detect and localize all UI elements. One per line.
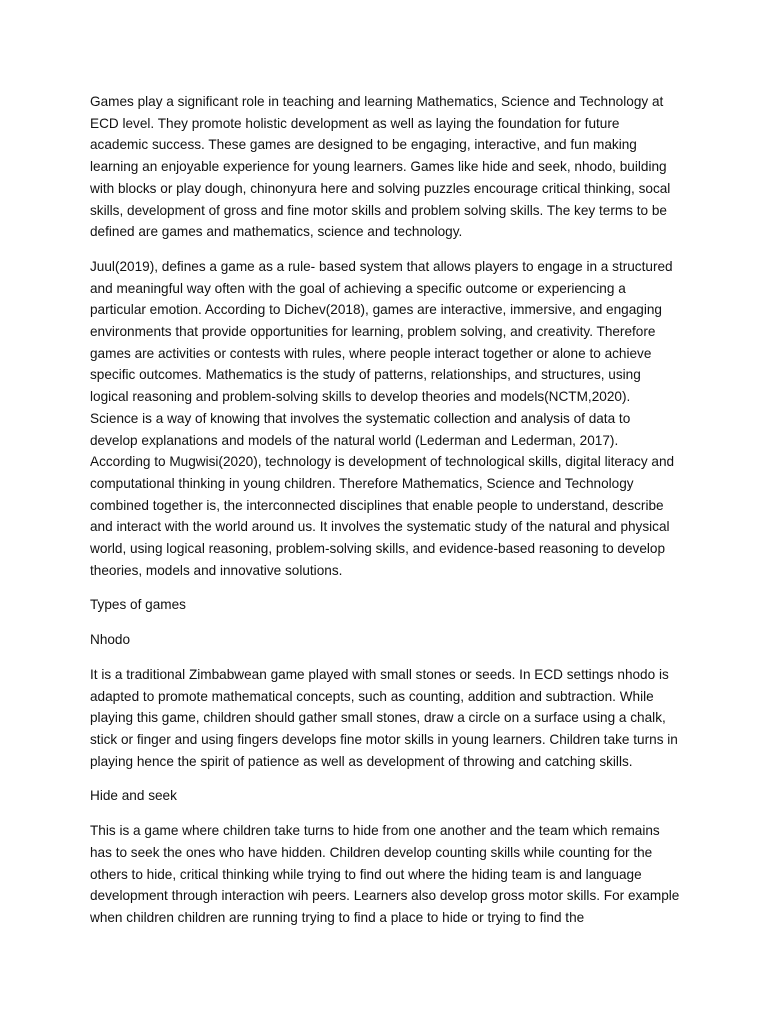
document-body: [90, 91, 680, 942]
hide-and-seek-paragraph: This is a game where children take turns to hide from one another and the team which remains has to seek the ones who have hidden. Children develop counting skills while counting for the others to hide, critical thinking while trying to find out where the hiding team is and language development through interaction wih peers. Learners also develop gross motor skills. For example when children children are running trying to find a place to hide or trying to find the: [90, 823, 680, 925]
subheading-hide-and-seek: Hide and seek: [90, 788, 177, 804]
subheading-nhodo: Nhodo: [90, 632, 131, 648]
intro-paragraph: Games play a significant role in teaching and learning Mathematics, Science and Technology at ECD level. They promote holistic development as well as laying the foundation for future academic success. These games are designed to be engaging, interactive, and fun making learning an enjoyable experience for young learners. Games like hide and seek, nhodo, building with blocks or play dough, chinonyura here and solving puzzles encourage critical thinking, socal skills, development of gross and fine motor skills and problem solving skills. The key terms to be defined are games and mathematics, science and technology.: [90, 94, 671, 240]
section-heading-types-of-games: Types of games: [90, 597, 186, 613]
nhodo-paragraph: It is a traditional Zimbabwean game played with small stones or seeds. In ECD settings nhodo is adapted to promote mathematical concepts, such as counting, addition and subtraction. While playing this game, children should gather small stones, draw a circle on a surface using a chalk, stick or finger and using fingers develops fine motor skills in young learners. Children take turns in playing hence the spirit of patience as well as development of throwing and catching skills.: [90, 666, 678, 769]
definitions-paragraph: Juul(2019), defines a game as a rule- based system that allows players to engage in a structured and meaningful way often with the goal of achieving a specific outcome or experiencing a particular emotion. According to Dichev(2018), games are interactive, immersive, and engaging environments that provide opportunities for learning, problem solving, and creativity. Therefore games are activities or contests with rules, where people interact together or alone to achieve specific outcomes. Mathematics is the study of patterns, relationships, and structures, using logical reasoning and problem-solving skills to develop theories and models(NCTM,2020). Science is a way of knowing that involves the systematic collection and analysis of data to develop explanations and models of the natural world (Lederman and Lederman, 2017). According to Mugwisi(2020), technology is development of technological skills, digital literacy and computational thinking in young children. Therefore Mathematics, Science and Technology combined together is, the interconnected disciplines that enable people to understand, describe and interact with the world around us. It involves the systematic study of the natural and physical world, using logical reasoning, problem-solving skills, and evidence-based reasoning to develop theories, models and innovative solutions.: [90, 258, 675, 578]
